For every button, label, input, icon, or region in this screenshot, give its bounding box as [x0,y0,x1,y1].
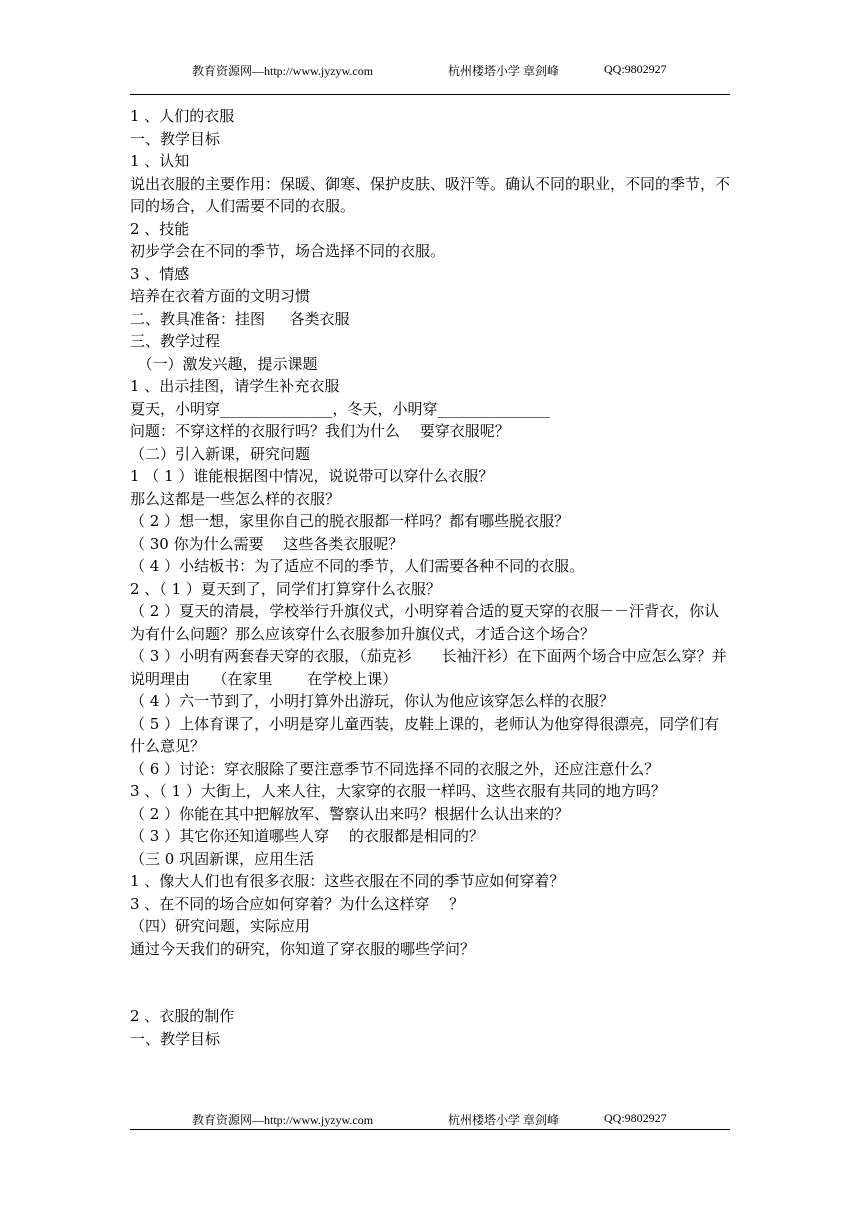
paragraph: （ 2 ）你能在其中把解放军、警察认出来吗？根据什么认出来的？ [130,804,570,823]
paragraph: 2 、（ 1 ）夏天到了，同学们打算穿什么衣服？ [130,579,441,598]
paragraph: （二）引入新课，研究问题 [130,444,311,463]
lesson-1 [130,105,734,960]
paragraph: 那么这都是一些怎么样的衣服？ [130,489,341,508]
paragraph: 1 （ 1 ）谁能根据图中情况，说说带可以穿什么衣服？ [130,467,494,485]
paragraph: （ 6 ）讨论：穿衣服除了要注意季节不同选择不同的衣服之外，还应注意什么？ [130,759,660,778]
paragraph: 三、教学过程 [130,332,221,350]
footer-school: 杭州楼塔小学 章剑峰 [448,1113,560,1127]
paragraph: 说出衣服的主要作用：保暖、御寒、保护皮肤、吸汗等。确认不同的职业，不同的季节，不同的场合，人们需要不同的衣服。 [130,174,731,215]
paragraph: 二、教具准备：挂图 各类衣服 [130,309,350,328]
footer-rule [130,1129,730,1130]
paragraph: （四）研究问题，实际应用 [130,917,311,935]
page-footer [130,1111,730,1130]
paragraph: 一、教学目标 [130,1029,221,1048]
paragraph: （ 4 ）六一节到了，小明打算外出游玩，你认为他应该穿怎么样的衣服？ [130,692,615,710]
paragraph: （ 30 你为什么需要 这些各类衣服呢？ [130,534,404,553]
paragraph: 3 、在不同的场合应如何穿着？为什么这样穿 ？ [130,894,465,913]
paragraph: 1 、出示挂图，请学生补充衣服 [130,377,340,395]
paragraph: （ 3 ）其它你还知道哪些人穿 的衣服都是相同的？ [130,827,484,845]
header-line [130,62,730,80]
paragraph: （ 5 ）上体育课了，小明是穿儿童西装，皮鞋上课的，老师认为他穿得很漂亮，同学们有什么意见？ [130,714,720,755]
paragraph: 2 、技能 [130,219,190,238]
footer-line [130,1111,730,1129]
paragraph: （一）激发兴趣，提示课题 [130,354,318,373]
paragraph: （ 2 ）夏天的清晨，学校举行升旗仪式，小明穿着合适的夏天穿的衣服－－汗背衣，你认为有什么问题？那么应该穿什么衣服参加升旗仪式，才适合这个场合？ [130,602,720,643]
paragraph: （三 0 巩固新课，应用生活 [130,849,315,868]
header-rule [130,94,730,95]
paragraph: 夏天，小明穿_______________，冬天，小明穿_______________ [130,399,551,418]
paragraph: 1 、认知 [130,152,190,170]
lesson-2 [130,1005,734,1050]
paragraph: （ 4 ）小结板书：为了适应不同的季节，人们需要各种不同的衣服。 [130,557,585,575]
paragraph: （ 2 ）想一想，家里你自己的脱衣服都一样吗？都有哪些脱衣服？ [130,512,570,530]
header-qq: QQ:9802927 [604,62,667,76]
header-site: 教育资源网—http://www.jyzyw.com [192,64,374,78]
paragraph: 2 、衣服的制作 [130,1007,235,1025]
page-header [130,62,730,95]
paragraph: 1 、像大人们也有很多衣服：这些衣服在不同的季节应如何穿着？ [130,872,565,890]
paragraph: （ 3 ）小明有两套春天穿的衣服，（茄克衫 长袖汗衫）在下面两个场合中应怎么穿？并说明理由 （在家里 在学校上课） [130,647,727,688]
paragraph: 1 、人们的衣服 [130,107,235,125]
paragraph: 初步学会在不同的季节，场合选择不同的衣服。 [130,242,446,260]
paragraph: 通过今天我们的研究，你知道了穿衣服的哪些学问？ [130,939,476,958]
document-body [130,105,734,1050]
paragraph: 3 、情感 [130,264,190,283]
footer-site: 教育资源网—http://www.jyzyw.com [192,1113,374,1127]
header-school: 杭州楼塔小学 章剑峰 [448,64,560,78]
paragraph: 3 、（ 1 ）大街上，人来人往，大家穿的衣服一样吗、这些衣服有共同的地方吗？ [130,782,666,800]
section-gap [130,960,734,1005]
paragraph: 一、教学目标 [130,129,221,148]
paragraph: 问题：不穿这样的衣服行吗？我们为什么 要穿衣服呢？ [130,422,510,440]
paragraph: 培养在衣着方面的文明习惯 [130,287,311,305]
footer-qq: QQ:9802927 [604,1111,667,1125]
